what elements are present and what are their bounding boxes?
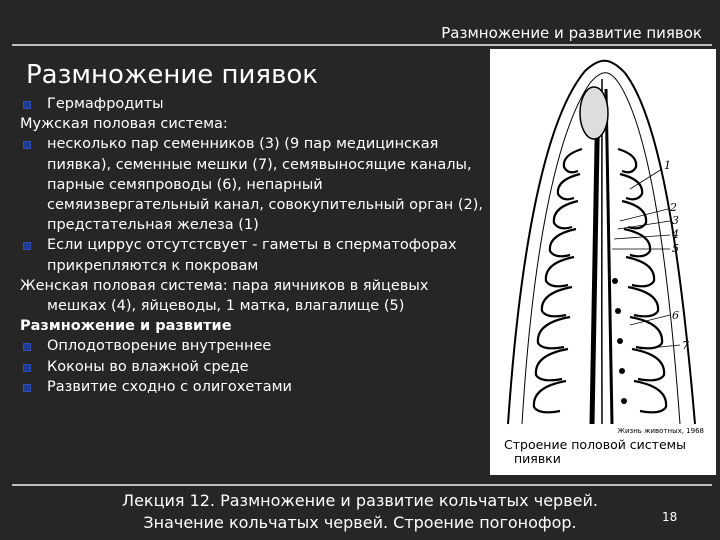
footer [0, 490, 720, 534]
bullet-square-icon [23, 384, 31, 392]
footer-line: Значение кольчатых червей. Строение погонофор. [143, 513, 577, 532]
figure-caption-line: пиявки [514, 451, 561, 466]
text-line: парные семяпроводы (6), непарный [47, 176, 323, 193]
slide-title: Размножение пиявок [26, 60, 319, 90]
section-heading: Размножение и развитие [20, 318, 232, 335]
figure-label: 1 [664, 159, 671, 172]
figure-label: 3 [672, 214, 679, 227]
figure-label: 5 [672, 242, 679, 255]
text-line: Гермафродиты [20, 94, 485, 114]
bullet-square-icon [23, 242, 31, 250]
text-line: семяизвергательный канал, совокупительный орган (2), [47, 197, 483, 214]
text-line: предстательная железа (1) [47, 217, 259, 234]
bullet-square-icon [23, 364, 31, 372]
text-line: Развитие сходно с олигохетами [20, 377, 485, 397]
bullet-square-icon [23, 343, 31, 351]
figure-panel [490, 49, 716, 475]
text-line: Если циррус отсутстсвует - гаметы в сперматофорах [20, 235, 485, 255]
figure-caption-line: Строение половой системы [504, 437, 686, 452]
text-line: Женская половая система: пара яичников в яйцевых [20, 277, 429, 294]
text-line: пиявка), семенные мешки (7), семявыносящие каналы, [47, 156, 472, 173]
text-line: Мужская половая система: [20, 116, 228, 133]
figure-label: 2 [670, 201, 677, 214]
text-line: прикрепляются к покровам [47, 257, 259, 274]
header-bar [12, 4, 712, 46]
figure-source: Жизнь животных, 1968 [617, 427, 704, 435]
text-line: Коконы во влажной среде [20, 357, 485, 377]
text-line: мешках (4), яйцеводы, 1 матка, влагалище (5) [47, 298, 405, 315]
bullet-square-icon [23, 141, 31, 149]
bullet-square-icon [23, 101, 31, 109]
figure-label: 6 [672, 309, 679, 322]
slide-content [20, 94, 485, 397]
leech-reproductive-system-drawing [490, 49, 716, 429]
page-number: 18 [662, 510, 678, 524]
text-line: Оплодотворение внутреннее [20, 336, 485, 356]
figure-caption [504, 438, 704, 466]
footer-rule [12, 484, 712, 486]
header-title: Размножение и развитие пиявок [441, 24, 702, 42]
footer-line: Лекция 12. Размножение и развитие кольчатых червей. [122, 491, 598, 510]
text-line: несколько пар семенников (3) (9 пар медицинская [20, 134, 485, 154]
figure-label: 4 [672, 228, 679, 241]
figure-label: 7 [682, 339, 689, 352]
